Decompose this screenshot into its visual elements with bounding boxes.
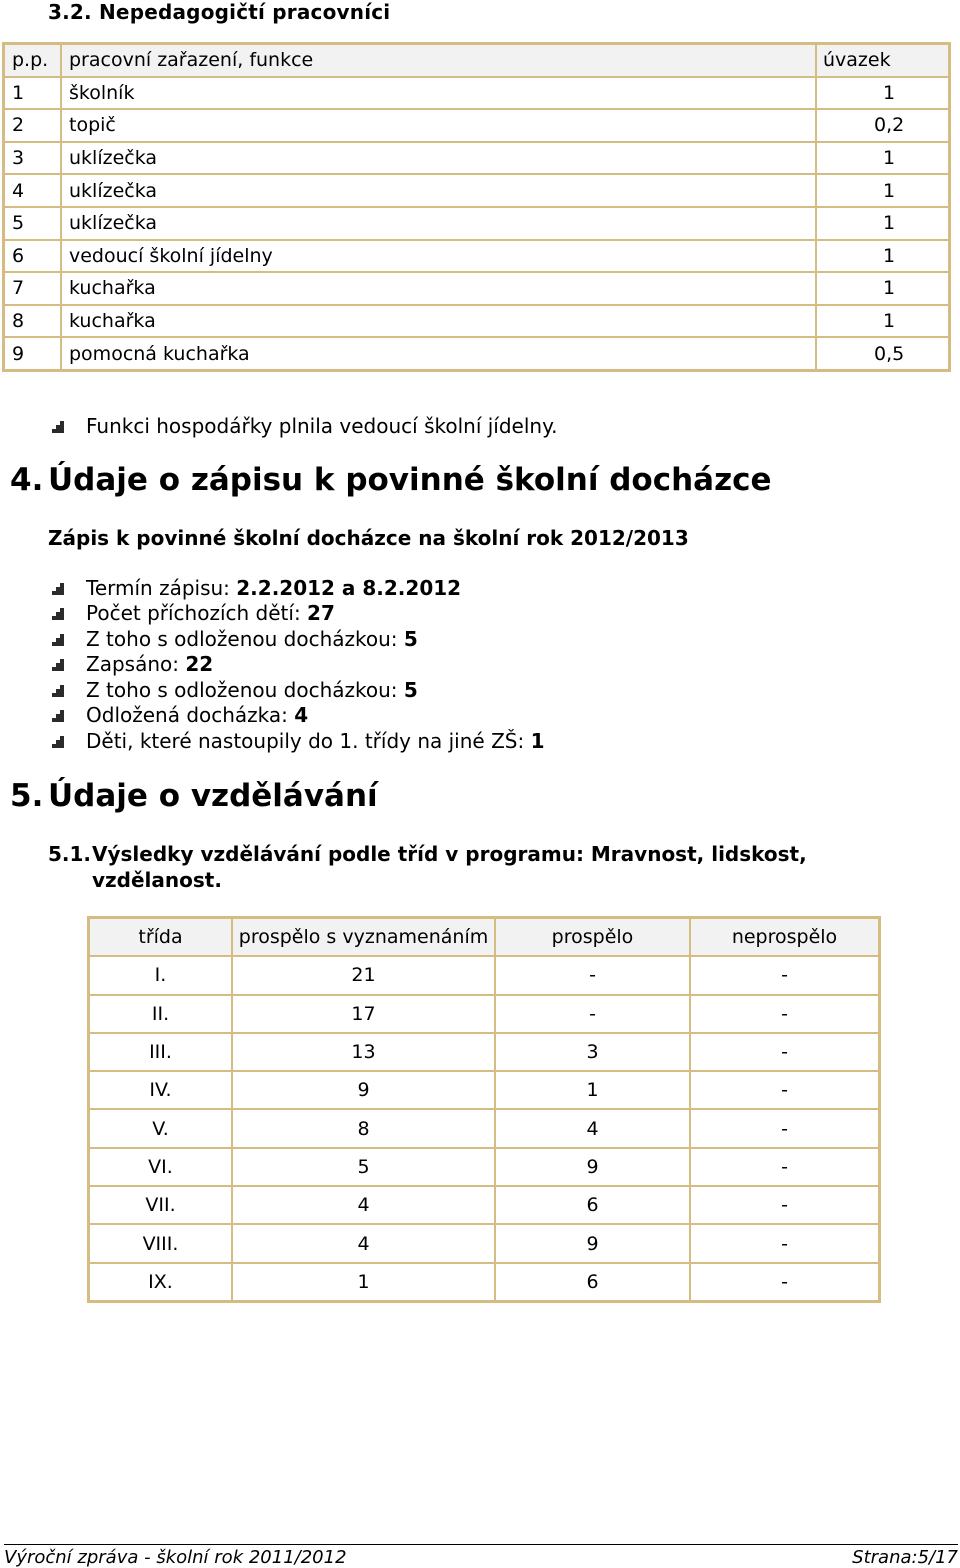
- list-item-label: Děti, které nastoupily do 1. třídy na jiné ZŠ:: [86, 729, 531, 753]
- table-row: [4, 337, 950, 370]
- table-cell: 4: [232, 1186, 495, 1224]
- table-row: [4, 240, 950, 273]
- table-cell: IV.: [89, 1071, 233, 1109]
- table-cell: uklízečka: [61, 174, 816, 207]
- staff-table-body: [4, 77, 950, 371]
- table-cell: kuchařka: [61, 272, 816, 305]
- table-row: [89, 956, 880, 994]
- table-cell: I.: [89, 956, 233, 994]
- table-cell: uklízečka: [61, 142, 816, 175]
- section-3-2-title: 3.2. Nepedagogičtí pracovníci: [48, 0, 391, 24]
- table-cell: VI.: [89, 1148, 233, 1186]
- cell-text: 0,2: [874, 114, 905, 137]
- table-cell: [816, 240, 950, 273]
- corner-bullet-icon: [52, 634, 64, 646]
- table-cell: [816, 77, 950, 110]
- table-cell: [816, 109, 950, 142]
- table-cell: kuchařka: [61, 305, 816, 338]
- table-cell: II.: [89, 995, 233, 1033]
- table-cell: -: [495, 956, 690, 994]
- table-row: [4, 174, 950, 207]
- table-cell: 6: [4, 240, 62, 273]
- grades-table-body: [89, 956, 880, 1301]
- table-cell: 6: [495, 1263, 690, 1302]
- corner-bullet-icon: [52, 736, 64, 748]
- header-cell: neprospělo: [690, 918, 880, 957]
- table-cell: -: [690, 1148, 880, 1186]
- cell-text: 1: [883, 212, 896, 235]
- table-row: [89, 1148, 880, 1186]
- list-item-value: 5: [403, 627, 418, 651]
- table-cell: 2: [4, 109, 62, 142]
- table-cell: topič: [61, 109, 816, 142]
- table-cell: VII.: [89, 1186, 233, 1224]
- list-item-label: Termín zápisu:: [86, 576, 237, 600]
- table-cell: [816, 272, 950, 305]
- cell-text: 0,5: [874, 342, 905, 365]
- table-cell: 17: [232, 995, 495, 1033]
- table-row: [89, 1071, 880, 1109]
- table-cell: 1: [495, 1071, 690, 1109]
- table-cell: 5: [4, 207, 62, 240]
- table-row: [4, 77, 950, 110]
- cell-text: 1: [883, 310, 896, 333]
- list-item-value: 2.2.2012 a 8.2.2012: [236, 576, 462, 600]
- list-item-label: Odložená docházka:: [86, 703, 295, 727]
- list-item-label: Zapsáno:: [86, 652, 186, 676]
- section-5-1-number: 5.1.: [48, 842, 92, 866]
- corner-bullet-icon: [52, 659, 64, 671]
- table-cell: -: [690, 1071, 880, 1109]
- list-item-value: 27: [307, 601, 335, 625]
- list-item: [52, 652, 213, 676]
- cell-text: 1: [883, 81, 896, 104]
- staff-note: [52, 414, 557, 438]
- table-header-row: [89, 918, 880, 957]
- table-cell: -: [690, 1186, 880, 1224]
- section-4-number: 4.: [10, 462, 44, 498]
- corner-bullet-icon: [52, 421, 64, 433]
- table-cell: 9: [232, 1071, 495, 1109]
- table-cell: -: [690, 1033, 880, 1071]
- list-item-value: 5: [403, 678, 418, 702]
- table-row: [89, 1186, 880, 1224]
- table-cell: [816, 174, 950, 207]
- table-cell: [816, 207, 950, 240]
- table-cell: 9: [4, 337, 62, 370]
- section-4-subtitle: Zápis k povinné školní docházce na školní rok 2012/2013: [48, 526, 689, 550]
- table-cell: vedoucí školní jídelny: [61, 240, 816, 273]
- table-cell: [816, 305, 950, 338]
- header-cell: p.p.: [4, 44, 62, 77]
- table-cell: V.: [89, 1109, 233, 1147]
- corner-bullet-icon: [52, 608, 64, 620]
- table-cell: 5: [232, 1148, 495, 1186]
- section-5-1-heading: [48, 841, 807, 893]
- table-row: [4, 272, 950, 305]
- table-cell: 6: [495, 1186, 690, 1224]
- table-row: [4, 109, 950, 142]
- table-cell: 3: [4, 142, 62, 175]
- section-4-title: Údaje o zápisu k povinné školní docházce: [48, 462, 772, 498]
- list-item: [52, 627, 418, 651]
- table-cell: -: [690, 956, 880, 994]
- header-cell: prospělo: [495, 918, 690, 957]
- list-item-value: 22: [185, 652, 214, 676]
- list-item: [52, 703, 308, 727]
- table-row: [4, 142, 950, 175]
- table-row: [89, 1109, 880, 1147]
- staff-note-text: Funkci hospodářky plnila vedoucí školní jídelny.: [86, 414, 558, 438]
- cell-text: 1: [883, 244, 896, 267]
- list-item: [52, 601, 335, 625]
- table-row: [89, 1263, 880, 1302]
- table-cell: 7: [4, 272, 62, 305]
- list-item: [52, 576, 461, 600]
- staff-table: [2, 42, 951, 372]
- table-cell: IX.: [89, 1263, 233, 1302]
- table-cell: 9: [495, 1148, 690, 1186]
- table-cell: -: [690, 1109, 880, 1147]
- corner-bullet-icon: [52, 685, 64, 697]
- header-cell: [816, 44, 950, 77]
- section-5-1-title-line2: vzdělanost.: [92, 868, 222, 892]
- list-item-label: Počet příchozích dětí:: [86, 601, 308, 625]
- table-cell: -: [690, 1224, 880, 1262]
- cell-text: 1: [883, 277, 896, 300]
- list-item: [52, 729, 545, 753]
- header-cell: prospělo s vyznamenáním: [232, 918, 495, 957]
- table-cell: 4: [232, 1224, 495, 1262]
- grades-table: [87, 916, 881, 1303]
- table-cell: [816, 337, 950, 370]
- list-item-value: 4: [294, 703, 309, 727]
- table-cell: -: [495, 995, 690, 1033]
- footer-title: Výroční zpráva - školní rok 2011/2012: [4, 1547, 347, 1568]
- table-row: [89, 1033, 880, 1071]
- table-row: [4, 207, 950, 240]
- list-item-label: Z toho s odloženou docházkou:: [86, 678, 404, 702]
- table-cell: školník: [61, 77, 816, 110]
- section-5-number: 5.: [10, 778, 44, 814]
- page-footer: [4, 1544, 958, 1567]
- table-cell: 4: [4, 174, 62, 207]
- section-4-heading: [10, 462, 772, 498]
- table-cell: 1: [4, 77, 62, 110]
- header-cell: pracovní zařazení, funkce: [61, 44, 816, 77]
- table-cell: 13: [232, 1033, 495, 1071]
- table-cell: VIII.: [89, 1224, 233, 1262]
- page-number: Strana:5/17: [852, 1547, 958, 1568]
- cell-text: 1: [883, 179, 896, 202]
- table-cell: III.: [89, 1033, 233, 1071]
- table-cell: [816, 142, 950, 175]
- table-cell: 3: [495, 1033, 690, 1071]
- cell-text: 1: [883, 147, 896, 170]
- table-cell: 1: [232, 1263, 495, 1302]
- list-item-label: Z toho s odloženou docházkou:: [86, 627, 404, 651]
- section-5-heading: [10, 778, 378, 814]
- table-cell: 9: [495, 1224, 690, 1262]
- corner-bullet-icon: [52, 710, 64, 722]
- table-cell: pomocná kuchařka: [61, 337, 816, 370]
- table-cell: 8: [232, 1109, 495, 1147]
- section-5-1-title-line1: Výsledky vzdělávání podle tříd v programu: Mravnost, lidskost,: [92, 842, 807, 866]
- table-row: [4, 305, 950, 338]
- table-cell: 21: [232, 956, 495, 994]
- header-cell-text: úvazek: [823, 49, 891, 72]
- list-item: [52, 678, 418, 702]
- table-cell: 8: [4, 305, 62, 338]
- table-cell: uklízečka: [61, 207, 816, 240]
- table-header-row: [4, 44, 950, 77]
- table-row: [89, 1224, 880, 1262]
- header-cell: třída: [89, 918, 233, 957]
- section-5-title: Údaje o vzdělávání: [48, 778, 378, 814]
- list-item-value: 1: [530, 729, 545, 753]
- corner-bullet-icon: [52, 583, 64, 595]
- table-cell: 4: [495, 1109, 690, 1147]
- table-cell: -: [690, 995, 880, 1033]
- table-row: [89, 995, 880, 1033]
- table-cell: -: [690, 1263, 880, 1302]
